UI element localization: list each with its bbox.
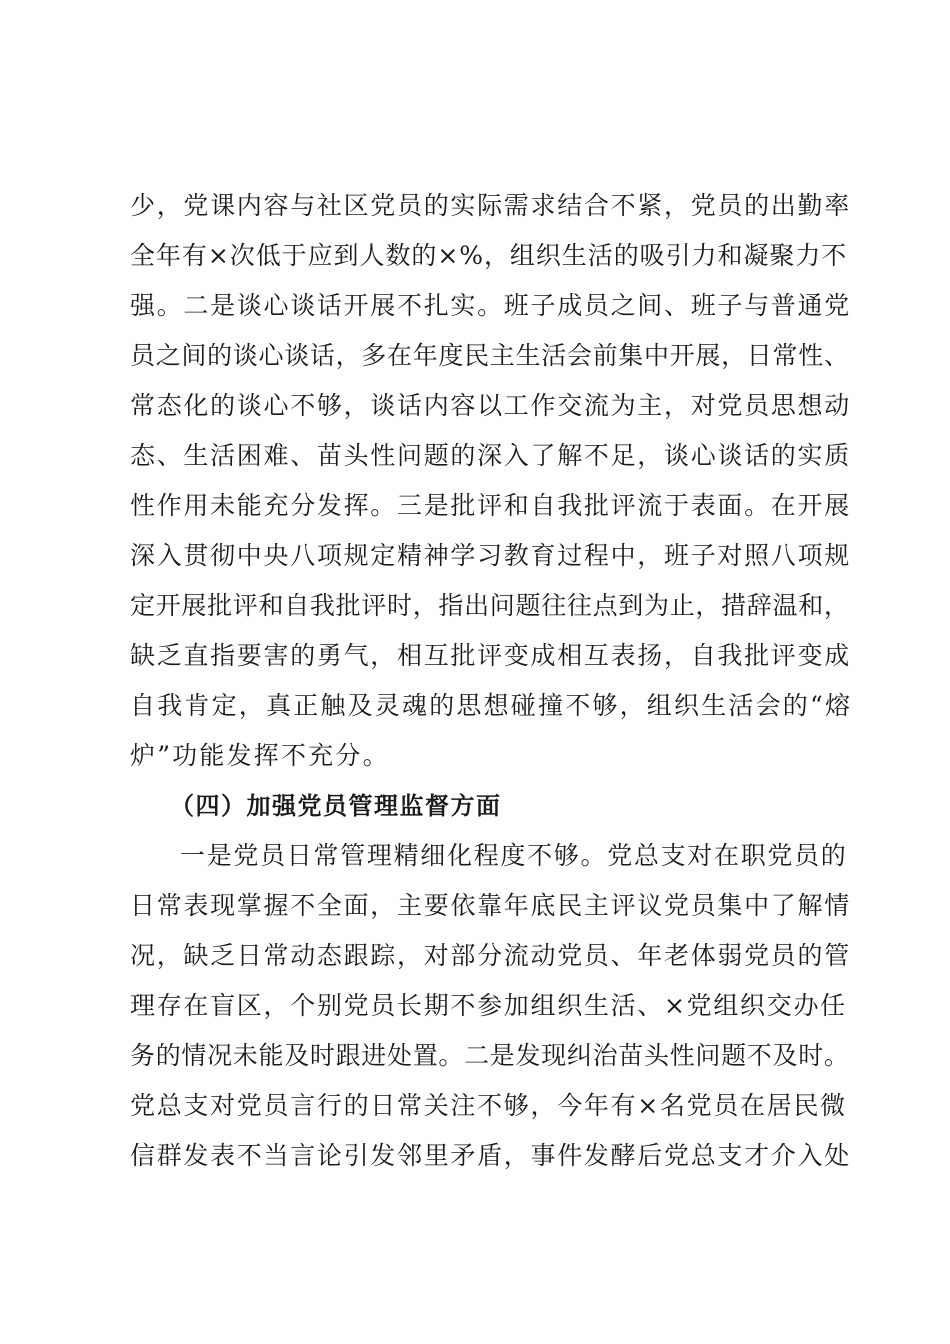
- paragraph-line: 务的情况未能及时跟进处置。二是发现纠治苗头性问题不及时。: [130, 1041, 850, 1070]
- paragraph-line: 全年有×次低于应到人数的×%，组织生活的吸引力和凝聚力不: [130, 241, 848, 270]
- paragraph-line: 态、生活困难、苗头性问题的深入了解不足，谈心谈话的实质: [130, 441, 851, 470]
- paragraph-line: 况，缺乏日常动态跟踪，对部分流动党员、年老体弱党员的管: [130, 941, 851, 970]
- section-heading: （四）加强党员管理监督方面: [170, 792, 502, 820]
- paragraph-line: 性作用未能充分发挥。三是批评和自我批评流于表面。在开展: [130, 491, 851, 520]
- paragraph-line: 员之间的谈心谈话，多在年度民主生活会前集中开展，日常性、: [130, 341, 850, 370]
- paragraph-line: 理存在盲区，个别党员长期不参加组织生活、×党组织交办任: [130, 991, 847, 1020]
- paragraph-line: 自我肯定，真正触及灵魂的思想碰撞不够，组织生活会的“熔: [130, 691, 853, 720]
- paragraph-line: 强。二是谈心谈话开展不扎实。班子成员之间、班子与普通党: [130, 291, 851, 320]
- paragraph-line: 少，党课内容与社区党员的实际需求结合不紧，党员的出勤率: [130, 191, 851, 220]
- paragraph-line: 信群发表不当言论引发邻里矛盾，事件发酵后党总支才介入处: [130, 1141, 851, 1170]
- paragraph-line: 炉”功能发挥不充分。: [130, 741, 390, 770]
- paragraph-line: 深入贯彻中央八项规定精神学习教育过程中，班子对照八项规: [130, 541, 851, 570]
- paragraph-line: 日常表现掌握不全面，主要依靠年底民主评议党员集中了解情: [130, 891, 851, 920]
- paragraph-line: 一是党员日常管理精细化程度不够。党总支对在职党员的: [180, 841, 848, 870]
- paragraph-line: 常态化的谈心不够，谈话内容以工作交流为主，对党员思想动: [130, 391, 851, 420]
- paragraph-line: 定开展批评和自我批评时，指出问题往往点到为止，措辞温和，: [130, 591, 850, 620]
- paragraph-line: 党总支对党员言行的日常关注不够，今年有×名党员在居民微: [130, 1091, 847, 1120]
- paragraph-line: 缺乏直指要害的勇气，相互批评变成相互表扬，自我批评变成: [130, 641, 851, 670]
